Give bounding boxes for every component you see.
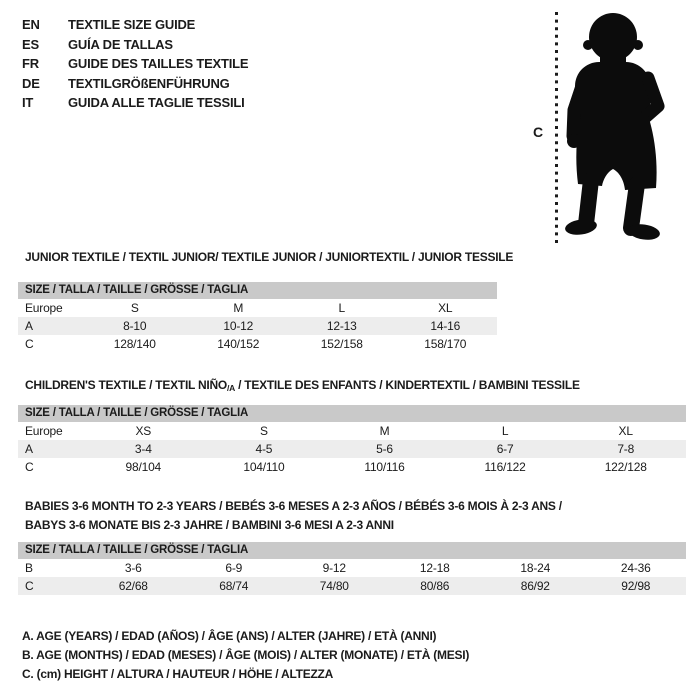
value-cell: 110/116	[364, 460, 405, 474]
table-row	[18, 577, 686, 595]
size-cell: XS	[135, 424, 152, 438]
children-title-pre: CHILDREN'S TEXTILE / TEXTIL NIÑO	[25, 378, 227, 392]
size-cell: M	[379, 424, 390, 438]
babies-title-line2: BABYS 3-6 MONATE BIS 2-3 JAHRE / BAMBINI 3-6 MESI A 2-3 ANNI	[25, 517, 394, 532]
size-header-bar: SIZE / TALLA / TAILLE / GRÖSSE / TAGLIA	[18, 542, 686, 559]
size-header-bar: SIZE / TALLA / TAILLE / GRÖSSE / TAGLIA	[18, 405, 686, 422]
children-section-title	[25, 378, 580, 393]
row-label: A	[25, 319, 33, 333]
value-cell: 7-8	[617, 442, 635, 456]
value-cell: 92/98	[621, 579, 651, 593]
value-cell: 68/74	[219, 579, 249, 593]
value-cell: 4-5	[255, 442, 273, 456]
language-row	[22, 15, 248, 35]
row-label: A	[25, 442, 33, 456]
row-label: C	[25, 337, 34, 351]
babies-title-line1: BABIES 3-6 MONTH TO 2-3 YEARS / BEBÉS 3-6 MESES A 2-3 AÑOS / BÉBÉS 3-6 MOIS À 2-3 ANS /	[25, 499, 562, 513]
table-row	[18, 299, 497, 317]
value-cell: 122/128	[604, 460, 647, 474]
language-label: GUÍA DE TALLAS	[68, 36, 173, 52]
babies-section-title	[25, 497, 685, 534]
children-title-post: / TEXTILE DES ENFANTS / KINDERTEXTIL / BAMBINI TESSILE	[234, 378, 580, 392]
value-cell: 98/104	[125, 460, 162, 474]
value-cell: 86/92	[520, 579, 550, 593]
row-label: Europe	[25, 301, 63, 315]
language-row	[22, 35, 248, 55]
size-cell: XL	[618, 424, 633, 438]
language-row	[22, 54, 248, 74]
children-size-table	[18, 405, 686, 476]
row-label: B	[25, 561, 33, 575]
value-cell: 14-16	[430, 319, 461, 333]
value-cell: 10-12	[223, 319, 254, 333]
language-code: IT	[22, 95, 34, 110]
size-cell: XL	[438, 301, 453, 315]
value-cell: 128/140	[113, 337, 156, 351]
value-cell: 6-9	[225, 561, 243, 575]
value-cell: 104/110	[243, 460, 285, 474]
junior-section-title: JUNIOR TEXTILE / TEXTIL JUNIOR/ TEXTILE JUNIOR / JUNIORTEXTIL / JUNIOR TESSILE	[25, 250, 514, 264]
junior-size-table	[18, 282, 497, 353]
value-cell: 12-13	[326, 319, 357, 333]
size-cell: L	[338, 301, 345, 315]
language-label: TEXTILE SIZE GUIDE	[68, 17, 196, 32]
language-code: EN	[22, 17, 40, 32]
value-cell: 152/158	[320, 337, 363, 351]
size-cell: S	[130, 301, 139, 315]
row-label: Europe	[25, 424, 63, 438]
height-label: C	[533, 124, 544, 140]
size-cell: S	[259, 424, 268, 438]
value-cell: 62/68	[118, 579, 148, 593]
size-cell: M	[233, 301, 244, 315]
value-cell: 80/86	[420, 579, 450, 593]
value-cell: 18-24	[520, 561, 551, 575]
row-label: C	[25, 460, 34, 474]
language-code: FR	[22, 56, 39, 71]
table-row	[18, 422, 686, 440]
value-cell: 6-7	[496, 442, 514, 456]
value-cell: 24-36	[620, 561, 651, 575]
table-row	[18, 317, 497, 335]
value-cell: 3-4	[134, 442, 152, 456]
value-cell: 74/80	[319, 579, 349, 593]
height-measure-figure	[530, 5, 698, 255]
babies-size-table	[18, 542, 686, 595]
value-cell: 158/170	[424, 337, 467, 351]
language-label: TEXTILGRÖßENFÜHRUNG	[68, 75, 230, 91]
value-cell: 8-10	[123, 319, 147, 333]
table-row	[18, 559, 686, 577]
value-cell: 140/152	[217, 337, 260, 351]
table-row	[18, 440, 686, 458]
table-row	[18, 458, 686, 476]
size-header-bar: SIZE / TALLA / TAILLE / GRÖSSE / TAGLIA	[18, 282, 497, 299]
language-row	[22, 93, 248, 113]
value-cell: 116/122	[484, 460, 526, 474]
table-row	[18, 335, 497, 353]
language-code: DE	[22, 75, 40, 91]
footnote-c: C. (cm) HEIGHT / ALTURA / HAUTEUR / HÖHE / ALTEZZA	[22, 667, 334, 682]
language-label: GUIDA ALLE TAGLIE TESSILI	[68, 95, 245, 110]
footnotes	[22, 627, 469, 685]
value-cell: 9-12	[322, 561, 346, 575]
toddler-silhouette-icon	[564, 13, 661, 242]
footnote-b: B. AGE (MONTHS) / EDAD (MESES) / ÂGE (MOIS) / ALTER (MONATE) / ETÀ (MESI)	[22, 648, 470, 663]
value-cell: 5-6	[376, 442, 393, 456]
language-row	[22, 74, 248, 94]
value-cell: 12-18	[419, 561, 450, 575]
language-label: GUIDE DES TAILLES TEXTILE	[68, 56, 249, 71]
value-cell: 3-6	[124, 561, 142, 575]
row-label: C	[25, 579, 34, 593]
footnote-a: A. AGE (YEARS) / EDAD (AÑOS) / ÂGE (ANS) / ALTER (JAHRE) / ETÀ (ANNI)	[22, 629, 437, 643]
language-code: ES	[22, 36, 39, 52]
language-list	[22, 15, 248, 113]
children-title-sub: /A	[226, 383, 235, 393]
size-cell: L	[501, 424, 509, 438]
